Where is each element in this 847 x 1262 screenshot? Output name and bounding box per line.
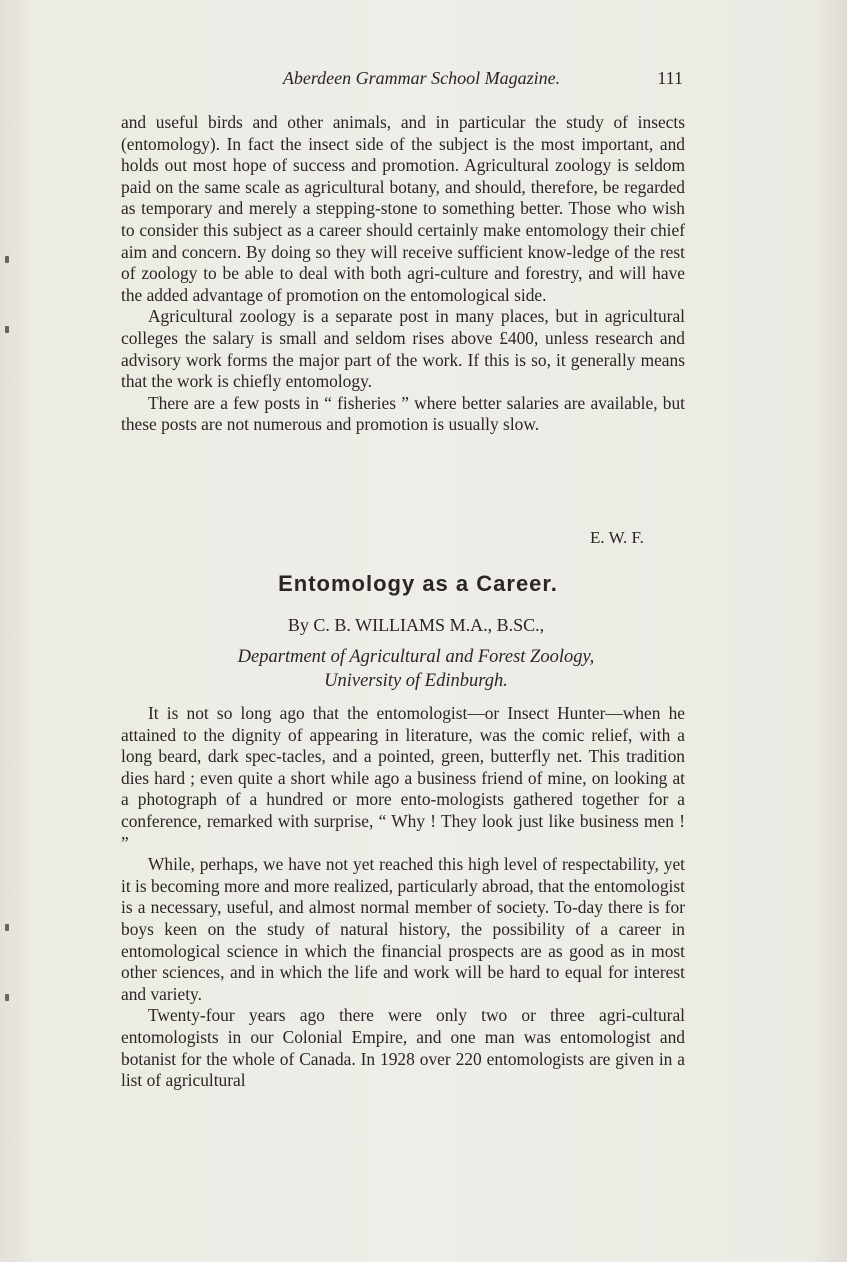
article-title: Entomology as a Career. bbox=[278, 571, 558, 596]
paragraph: It is not so long ago that the entomologist—or Insect Hunter—when he attained to the dignity of appearing in literature, was the comic relief, with a long beard, dark spec-tacles, and a pointed, green, butterfly net. This tradition dies hard ; even quite a short while ago a business friend of mine, on looking at a photograph of a hundred or more ento-mologists gathered together for a conference, remarked with surprise, “ Why ! They look just like business men ! ” bbox=[121, 703, 685, 853]
binding-hole-mark bbox=[5, 994, 9, 1001]
paragraph: Agricultural zoology is a separate post in many places, but in agricultural colleges the salary is small and seldom rises above £400, unless research and advisory work forms the major part of the work. If this is so, it generally means that the work is chiefly entomology. bbox=[121, 306, 685, 392]
affiliation-university: University of Edinburgh. bbox=[324, 671, 508, 691]
magazine-title: Aberdeen Grammar School Magazine. bbox=[282, 68, 561, 88]
author-initials: E. W. F. bbox=[590, 528, 644, 547]
author-affiliation bbox=[121, 645, 685, 693]
binding-hole-mark bbox=[5, 924, 9, 931]
paragraph: There are a few posts in “ fisheries ” where better salaries are available, but these posts are not numerous and promotion is usually slow. bbox=[121, 392, 685, 435]
page-number: 111 bbox=[657, 68, 683, 88]
binding-hole-mark bbox=[5, 326, 9, 333]
paragraph: Twenty-four years ago there were only two or three agri-cultural entomologists in our Colonial Empire, and one man was entomologist and botanist for the whole of Canada. In 1928 over 220 entomologists are given in a list of agricultural bbox=[121, 1005, 685, 1091]
continued-article-text bbox=[121, 112, 685, 436]
article-byline: By C. B. WILLIAMS M.A., B.SC., bbox=[287, 615, 545, 635]
paragraph: While, perhaps, we have not yet reached this high level of respectability, yet it is becoming more and more realized, particularly abroad, that the entomologist is a necessary, useful, and almost normal member of society. To-day there is for boys keen on the study of natural history, the possibility of a career in entomological science in which the financial prospects are as good as in most other sciences, and in which the life and work will be hard to equal for interest and variety. bbox=[121, 854, 685, 1004]
affiliation-department: Department of Agricultural and Forest Zoology, bbox=[237, 647, 595, 667]
running-header bbox=[120, 68, 685, 92]
binding-hole-mark bbox=[5, 256, 9, 263]
paragraph: and useful birds and other animals, and in particular the study of insects (entomology). In fact the insect side of the subject is the most important, and holds out most hope of success and promotion. Agricultural zoology is seldom paid on the same scale as agricultural botany, and should, therefore, be regarded as temporary and merely a stepping-stone to something better. Those who wish to consider this subject as a career should certainly make entomology their chief aim and concern. By doing so they will receive sufficient know-ledge of the rest of zoology to be able to deal with both agri-culture and forestry, and will have the added advantage of promotion on the entomological side. bbox=[121, 112, 685, 305]
article-body bbox=[121, 703, 685, 1092]
